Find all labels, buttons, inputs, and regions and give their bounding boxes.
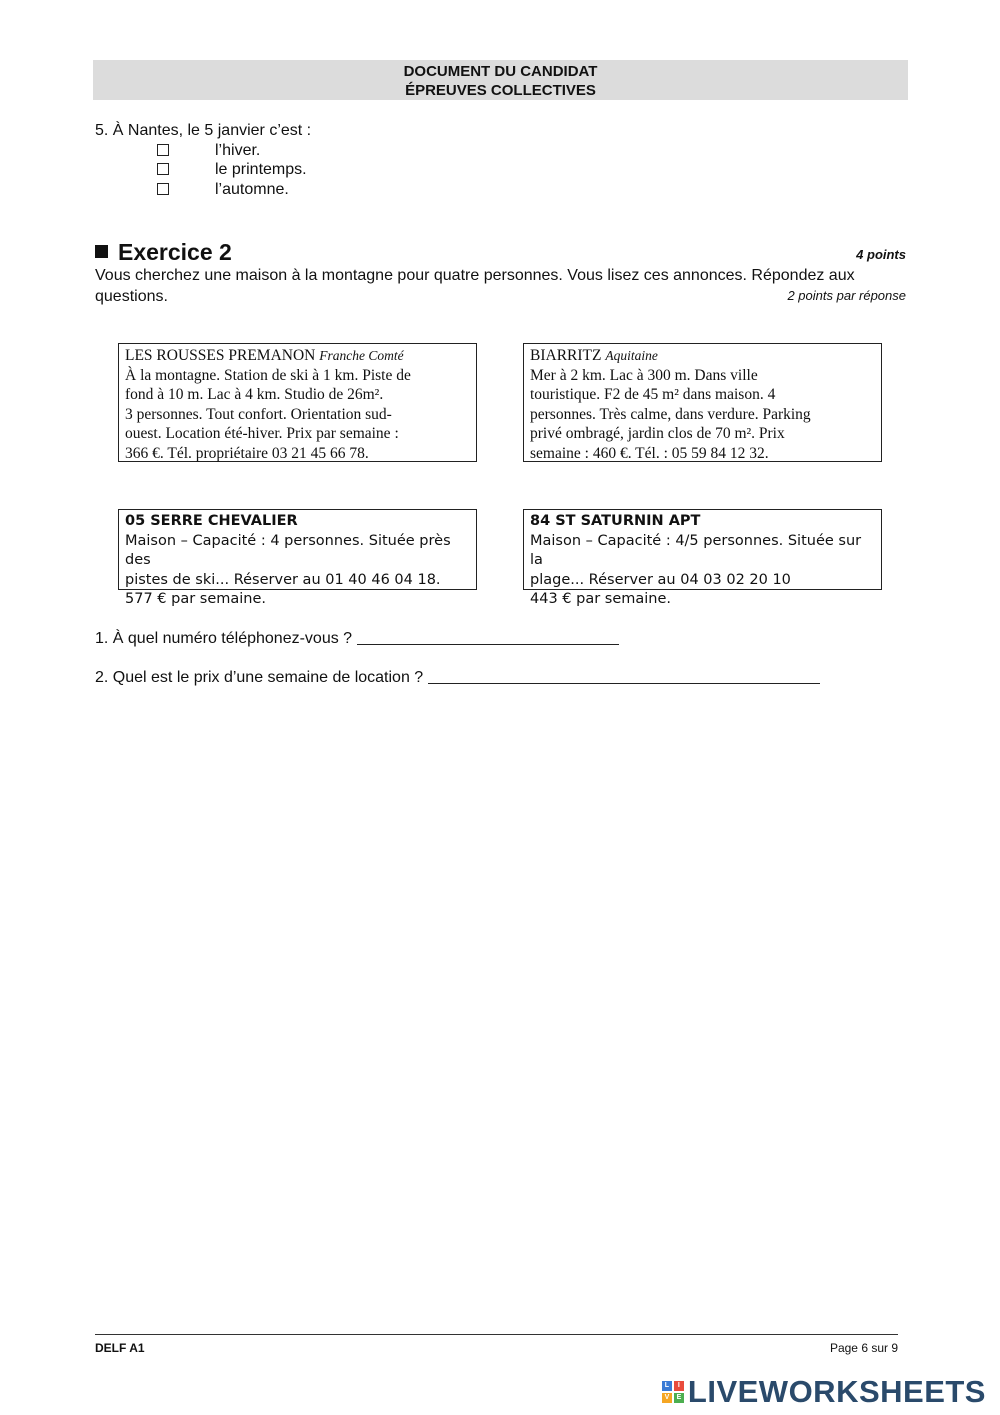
ad-line: plage... Réserver au 04 03 02 20 10 (530, 571, 791, 588)
square-bullet-icon (95, 245, 108, 258)
brand-name: LIVEWORKSHEETS (687, 1374, 986, 1409)
points-per-answer: 2 points par réponse (787, 288, 906, 303)
checkbox[interactable] (157, 183, 169, 195)
liveworksheets-logo (662, 1374, 986, 1410)
logo-letter: I (674, 1381, 684, 1391)
ad-line: ouest. Location été-hiver. Prix par semaine : (125, 425, 399, 442)
option-label: l’automne. (215, 181, 289, 198)
exercise-points: 4 points (856, 247, 906, 262)
exercise-title (95, 239, 232, 265)
checkbox[interactable] (157, 144, 169, 156)
header-title: DOCUMENT DU CANDIDAT (403, 63, 598, 80)
ad-line: semaine : 460 €. Tél. : 05 59 84 12 32. (530, 444, 769, 462)
ad-line: personnes. Très calme, dans verdure. Parking (530, 405, 811, 423)
answer-field-1[interactable] (357, 630, 619, 645)
question-text: 1. À quel numéro téléphonez-vous ? (95, 630, 353, 647)
question-1 (95, 629, 619, 649)
question-text: 2. Quel est le prix d’une semaine de location ? (95, 669, 424, 686)
ad-line: fond à 10 m. Lac à 4 km. Studio de 26m². (125, 386, 384, 403)
option-label: l’hiver. (215, 142, 261, 159)
footer-page-number: Page 6 sur 9 (829, 1341, 898, 1355)
question-5: 5. À Nantes, le 5 janvier c’est : (95, 122, 312, 139)
ad-line: 3 personnes. Tout confort. Orientation sud- (125, 405, 392, 423)
ad-line: Mer à 2 km. Lac à 300 m. Dans ville (530, 366, 758, 384)
ad-line: privé ombragé, jardin clos de 70 m². Prix (530, 425, 785, 442)
logo-grid-icon (662, 1381, 684, 1403)
ad-name: 84 ST SATURNIN APT (530, 513, 701, 529)
ad-name: BIARRITZ (530, 347, 602, 364)
ad-line: 443 € par semaine. (530, 591, 672, 607)
option-row[interactable] (157, 180, 289, 200)
answer-field-2[interactable] (428, 669, 820, 684)
ad-line: 366 €. Tél. propriétaire 03 21 45 66 78. (125, 444, 369, 462)
question-2 (95, 668, 820, 688)
option-row[interactable] (157, 160, 307, 180)
exercise-title-text: Exercice 2 (118, 239, 232, 265)
option-row[interactable] (157, 141, 260, 161)
footer-exam-level: DELF A1 (95, 1341, 145, 1355)
ad-biarritz (523, 343, 882, 462)
ad-line: 577 € par semaine. (125, 591, 267, 607)
ad-region: Franche Comté (319, 348, 404, 363)
ad-serre-chevalier (118, 509, 477, 607)
logo-letter: V (662, 1393, 672, 1403)
ad-name: LES ROUSSES PREMANON (125, 347, 316, 364)
ad-name: 05 SERRE CHEVALIER (125, 513, 298, 529)
ad-les-rousses (118, 343, 477, 462)
ad-region: Aquitaine (605, 348, 658, 363)
option-label: le printemps. (215, 161, 307, 178)
logo-letter: L (662, 1381, 672, 1391)
header-subtitle: ÉPREUVES COLLECTIVES (405, 82, 596, 99)
footer-divider (95, 1334, 898, 1335)
logo-letter: E (674, 1393, 684, 1403)
checkbox[interactable] (157, 163, 169, 175)
ad-line: touristique. F2 de 45 m² dans maison. 4 (530, 386, 776, 403)
ad-line: pistes de ski... Réserver au 01 40 46 04 18. (125, 571, 441, 588)
exercise-instruction: Vous cherchez une maison à la montagne pour quatre personnes. Vous lisez ces annonces. Répondez aux questions. (95, 267, 855, 305)
ad-line: Maison – Capacité : 4/5 personnes. Située sur la (530, 532, 862, 568)
ad-line: À la montagne. Station de ski à 1 km. Piste de (125, 366, 411, 384)
document-header (93, 60, 908, 100)
ad-line: Maison – Capacité : 4 personnes. Située près des (125, 532, 451, 568)
ad-st-saturnin (523, 509, 882, 607)
